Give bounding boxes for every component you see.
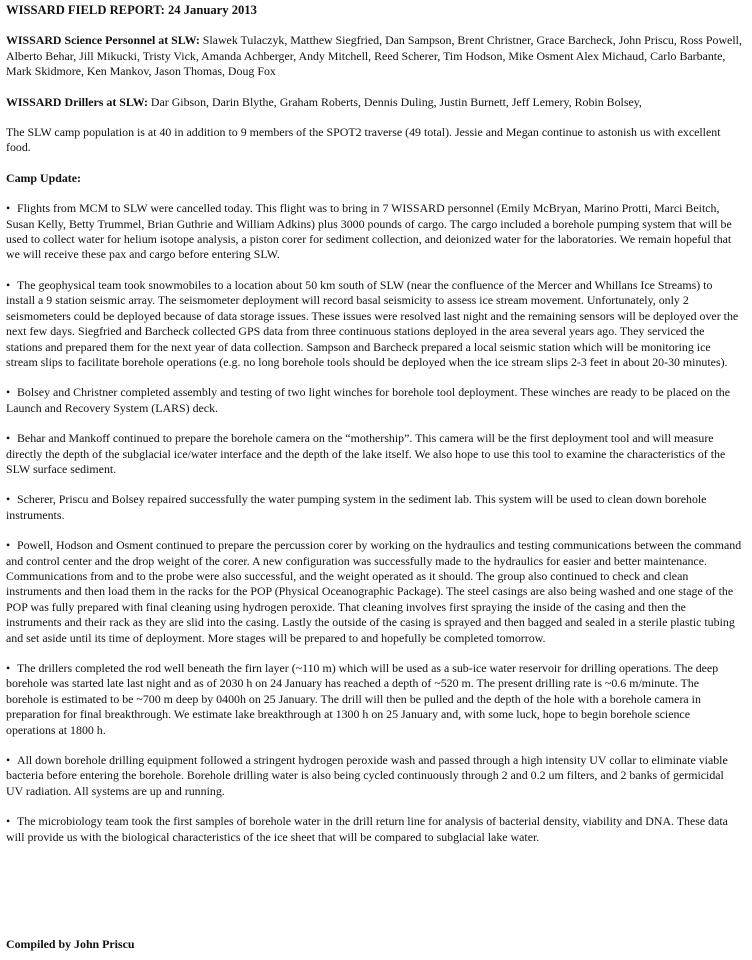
science-personnel-names: Slawek Tulaczyk, Matthew Siegfried, Dan Sampson, Brent Christner, Grace Barcheck, John Priscu, Ross Powell, Alberto Behar, Jill Mikucki, Tristy Vick, Amanda Achberger, Andy Mitchell, Reed Scherer, Tim Hodson, Mike Osment Alex Michaud, Carlo Barbante, Mark Skidmore, Ken Mankov, Jason Thomas, Doug Fox	[6, 33, 742, 79]
drillers-names: Dar Gibson, Darin Blythe, Graham Roberts, Dennis Duling, Justin Burnett, Jeff Lemery, Robin Bolsey,	[147, 94, 642, 109]
bullet-item	[6, 538, 742, 646]
bullet-text: Scherer, Priscu and Bolsey repaired successfully the water pumping system in the sediment lab. This system will be used to clean down borehole instruments.	[6, 492, 707, 522]
population-paragraph: The SLW camp population is at 40 in addition to 9 members of the SPOT2 traverse (49 total). Jessie and Megan continue to astonish us with excellent food.	[6, 125, 721, 155]
bullet-icon: •	[6, 753, 11, 768]
bullet-item	[6, 661, 742, 738]
bullet-icon: •	[6, 431, 11, 446]
compiled-by: Compiled by John Priscu	[6, 937, 135, 951]
bullet-text: The microbiology team took the first samples of borehole water in the drill return line for analysis of bacterial density, viability and DNA. These data will provide us with the biological characteristics of the ice sheet that will be compared to subglacial lake water.	[6, 814, 728, 844]
bullet-item	[6, 814, 742, 845]
bullet-list	[6, 201, 742, 845]
bullet-item	[6, 385, 742, 416]
bullet-icon: •	[6, 538, 11, 553]
bullet-icon: •	[6, 492, 11, 507]
camp-update-heading: Camp Update:	[6, 170, 81, 185]
report-title: WISSARD FIELD REPORT: 24 January 2013	[6, 3, 257, 17]
bullet-text: All down borehole drilling equipment followed a stringent hydrogen peroxide wash and passed through a high intensity UV collar to eliminate viable bacteria before entering the borehole. Borehole drilling water is also being cycled continuously through 2 and 0.2 um filters, and 2 banks of germicidal UV radiation. All systems are up and running.	[6, 753, 728, 798]
bullet-icon: •	[6, 661, 11, 675]
bullet-text: The drillers completed the rod well beneath the firn layer (~110 m) which will be used as a sub-ice water reservoir for drilling operations. The deep borehole was started late last night and as of 2030 h on 24 January has reached a depth of ~520 m. The present drilling rate is ~0.6 m/minute. The borehole is estimated to be ~700 m deep by 0400h on 25 January. The drill will then be pulled and the depth of the hole with a borehole camera in preparation for final breakthrough. We estimate lake breakthrough at 1300 h on 25 January and, with some luck, hope to begin borehole science operations at 1800 h.	[6, 661, 719, 737]
science-personnel-label: WISSARD Science Personnel at SLW:	[6, 33, 200, 48]
bullet-text: Flights from MCM to SLW were cancelled today. This flight was to bring in 7 WISSARD personnel (Emily McBryan, Marino Protti, Marci Beitch, Susan Kelly, Betty Trummel, Brian Guthrie and William Adkins) plus 3000 pounds of cargo. The cargo included a borehole pumping system that will be used to collect water for helium isotope analysis, a piston corer for sediment collection, and deionized water for the laboratories. We remain hopeful that we will receive these pax and cargo before entering SLW.	[6, 201, 732, 262]
drillers	[6, 95, 742, 110]
bullet-item	[6, 278, 742, 370]
drillers-label: WISSARD Drillers at SLW:	[6, 94, 148, 109]
bullet-icon: •	[6, 385, 11, 400]
science-personnel	[6, 33, 742, 79]
bullet-icon: •	[6, 814, 11, 829]
bullet-text: Bolsey and Christner completed assembly and testing of two light winches for borehole tool deployment. These winches are ready to be placed on the Launch and Recovery System (LARS) deck.	[6, 385, 731, 415]
bullet-item	[6, 492, 742, 523]
bullet-item	[6, 201, 742, 263]
bullet-text: The geophysical team took snowmobiles to a location about 50 km south of SLW (near the confluence of the Mercer and Whillans Ice Streams) to install a 9 station seismic array. The seismometer deployment will record basal seismicity to assess ice stream movement. Unfortunately, only 2 seismometers could be deployed because of data storage issues. These issues were resolved last night and the remaining sensors will be deployed over the next few days. Siegfried and Barcheck collected GPS data from three continuous stations deployed in the area several years ago. They serviced the stations and prepared them for the next year of data collection. Sampson and Barcheck prepared a local seismic station which will be monitoring ice stream slips to facilitate borehole operations (e.g. no long borehole tools should be deployed when the ice stream slips 2-3 feet in about 20-30 minutes).	[6, 277, 739, 369]
bullet-icon: •	[6, 277, 11, 292]
bullet-item	[6, 431, 742, 477]
bullet-item	[6, 753, 742, 799]
bullet-icon: •	[6, 201, 11, 216]
bullet-text: Powell, Hodson and Osment continued to prepare the percussion corer by working on the hydraulics and testing communications between the command and control center and the drop weight of the corer. A new configuration was successfully made to the hydraulics for easier and better maintenance. Communications from and to the probe were also successful, and the weight operated as it should. The group also continued to check and clean instruments and then load them in the racks for the POP (Physical Oceanographic Package). The steel casings are also being washed and one stage of the POP was fully prepared with final cleaning using hydrogen peroxide. That cleaning involves first spraying the inside of the casing and then the instruments and their rack as they are slid into the casing. Lastly the outside of the casing is sprayed and then bagged and sealed in a sterile plastic tubing and set aside until its time of deployment. More stages will be prepared to and hopefully be completed tomorrow.	[6, 538, 742, 645]
bullet-text: Behar and Mankoff continued to prepare the borehole camera on the “mothership”. This camera will be the first deployment tool and will measure directly the depth of the subglacial ice/water interface and the depth of the lake itself. We also hope to use this tool to examine the characteristics of the SLW surface sediment.	[6, 431, 726, 476]
